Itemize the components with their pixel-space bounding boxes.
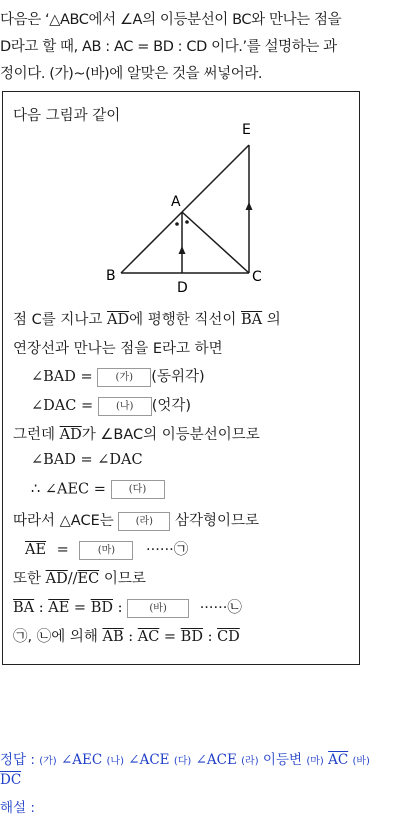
label-C: C [252,269,262,285]
proof-intro: 다음 그림과 같이 [13,108,121,124]
problem-line-2: D라고 할 때, AB : AC = BD : CD 이다.’를 설명하는 과 [0,39,337,55]
blank-na: (나) [98,397,152,416]
answer-line-2: $\overline{DC}$ [0,772,22,788]
arrow-AD [179,246,186,254]
proof-step-5: 그런데 $\overline{AD}$가 ∠BAC의 이등분선이므로 [13,427,260,443]
blank-da: (다) [111,480,165,499]
answer-line: 정답 : (가) ∠AEC (나) ∠ACE (다) ∠ACE (라) 이등변 (마) $\overline{AC}$ (바) [0,752,370,768]
proof-box [2,91,360,665]
triangle-figure [101,118,301,308]
problem-line-3: 정이다. (가)~(바)에 알맞은 것을 써넣어라. [0,66,263,82]
proof-step-8: 따라서 △ACE는 (라) 삼각형이므로 [13,513,260,529]
blank-ra: (라) [118,512,170,531]
label-D: D [177,280,188,296]
angle-mark [175,222,179,226]
label-B: B [106,268,116,284]
segment-AB [121,212,182,273]
proof-step-7: ∴ ∠AEC = (다) [31,480,165,499]
blank-ga: (가) [97,368,151,387]
label-A: A [171,194,181,210]
proof-step-10: 또한 $\overline{AD}//\overline{EC}$ 이므로 [13,571,146,587]
proof-step-12: ㉠, ㉡에 의해 $\overline{AB}$ : $\overline{AC} = \overline{BD}$ : $\overline{CD}$ [13,629,240,645]
angle-mark [185,220,189,224]
blank-ma: (마) [79,541,133,560]
proof-step-2: 연장선과 만나는 점을 E라고 하면 [13,341,223,357]
proof-step-3: ∠BAD = (가) (동위각) [31,369,205,385]
segment-AC [182,212,249,273]
arrow-CE [246,202,253,210]
explanation-label: 해설 : [0,800,35,816]
problem-line-1: 다음은 ‘△ABC에서 ∠A의 이등분선이 BC와 만나는 점을 [0,12,342,28]
label-E: E [242,122,251,138]
proof-step-11: $\overline{BA}$ : $\overline{AE} = \overline{BD}$ : (바) ······㉡ [13,600,242,616]
proof-step-4: ∠DAC = (나) (엇각) [31,398,192,414]
proof-step-1: 점 C를 지나고 $\overline{AD}$에 평행한 직선이 $\overline{BA}$ 의 [13,312,281,328]
blank-ba: (바) [127,599,189,618]
proof-step-9: $\overline{AE}$ = (마) ······㉠ [25,542,189,558]
proof-step-6: ∠BAD = ∠DAC [31,452,143,468]
segment-AE [182,145,249,212]
